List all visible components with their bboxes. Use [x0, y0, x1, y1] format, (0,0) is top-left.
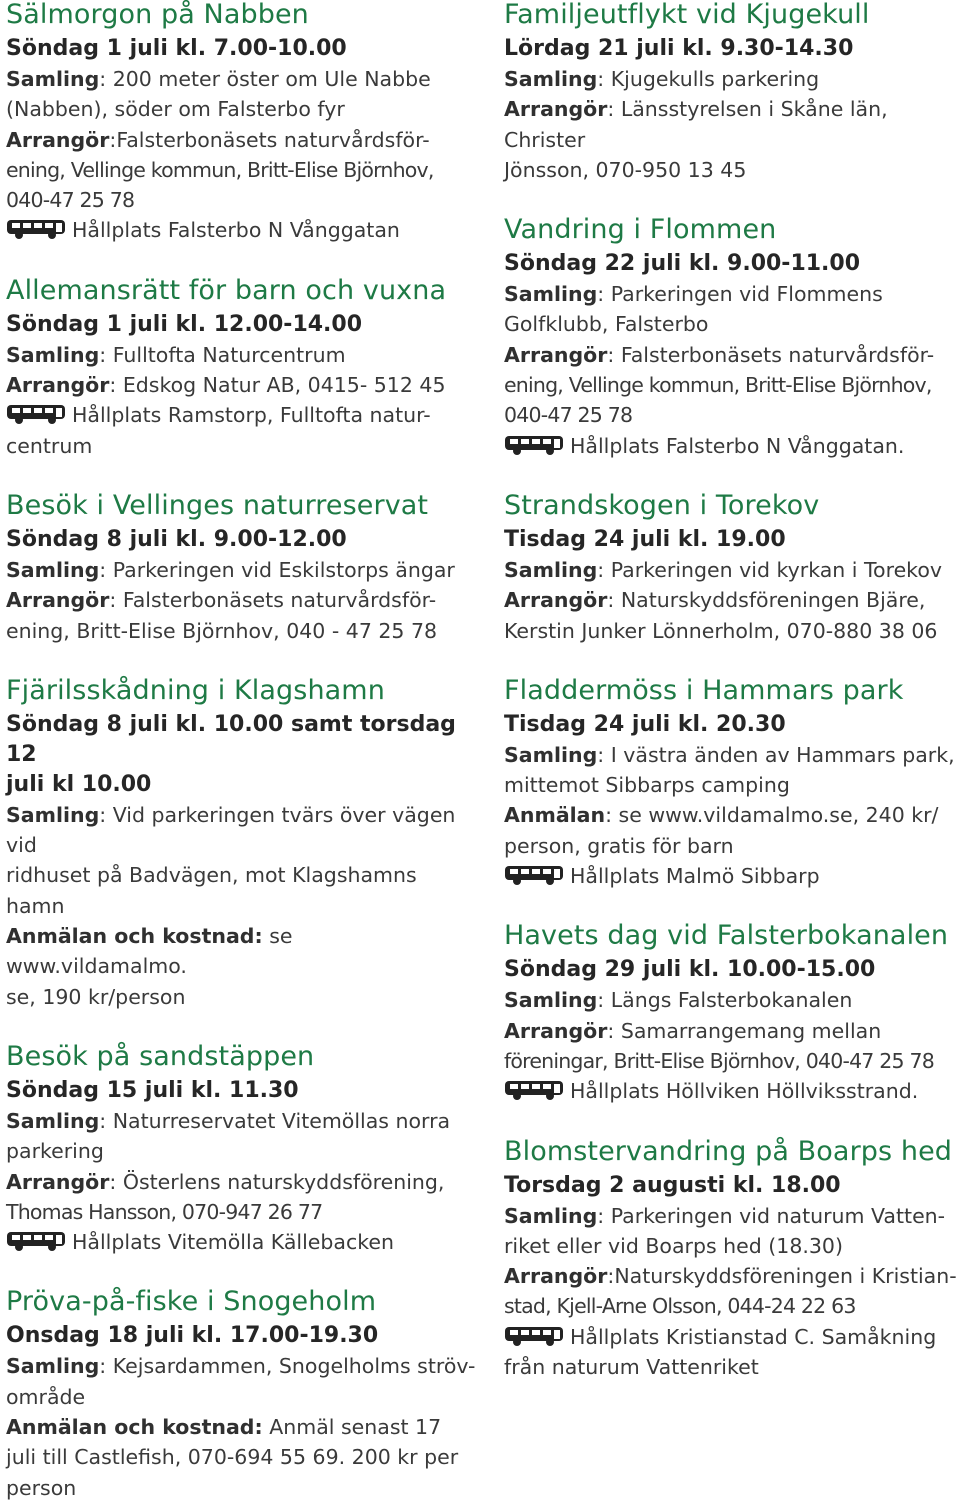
- bus-icon: [6, 1230, 66, 1252]
- detail-text: Parkeringen vid Flommens: [610, 282, 883, 307]
- event-detail-line: [6, 1136, 476, 1166]
- detail-text: juli till Castlefish, 070-694 55 69. 200 kr per: [6, 1445, 459, 1470]
- detail-label: Arrangör: [504, 97, 608, 122]
- event-title: Pröva-på-fiske i Snogeholm: [6, 1286, 377, 1318]
- event-title: Fjärilsskådning i Klagshamn: [6, 674, 385, 706]
- detail-separator: :: [109, 1169, 123, 1194]
- event-detail-line: [504, 740, 960, 770]
- bus-icon: [504, 864, 564, 886]
- detail-text: Fulltofta Naturcentrum: [112, 342, 346, 367]
- detail-text: Hållplats Höllviken Höllviksstrand.: [570, 1079, 919, 1104]
- section-gap: [6, 1012, 476, 1042]
- detail-text: 040-47 25 78: [504, 403, 633, 428]
- event-detail-line: [6, 1412, 476, 1442]
- detail-text: centrum: [6, 433, 93, 458]
- detail-text: Samarrangemang mellan: [620, 1018, 882, 1043]
- event-section: [6, 676, 476, 1012]
- section-gap: [504, 461, 960, 491]
- detail-text: Hållplats Kristianstad C. Samåkning: [570, 1324, 937, 1349]
- event-detail-line: [6, 982, 476, 1012]
- detail-separator: :: [99, 67, 113, 91]
- detail-label: Arrangör: [6, 127, 110, 152]
- detail-text: Jönsson, 070-950 13 45: [504, 157, 747, 182]
- event-detail-line: [504, 616, 960, 646]
- detail-text: Kejsardammen, Snogelholms ströv-: [112, 1354, 476, 1379]
- event-detail-line: [6, 860, 476, 921]
- event-section: [504, 676, 960, 891]
- detail-label: Samling: [6, 342, 100, 367]
- detail-text: parkering: [6, 1139, 104, 1164]
- detail-label: Arrangör: [6, 373, 110, 398]
- event-detail-line: [6, 1382, 476, 1412]
- bus-stop-line: [504, 861, 960, 891]
- event-date: Tisdag 24 juli kl. 19.00: [504, 526, 786, 552]
- detail-separator: :: [597, 742, 611, 767]
- detail-label: Anmälan och kostnad:: [6, 924, 263, 949]
- detail-label: Samling: [504, 1203, 598, 1228]
- event-detail-line: [6, 1351, 476, 1381]
- detail-separator: :: [605, 803, 619, 828]
- detail-label: Arrangör: [504, 588, 608, 613]
- detail-separator: :: [607, 97, 621, 122]
- detail-text: ening, Vellinge kommun, Britt-Elise Björnhov,: [6, 157, 434, 182]
- event-title: Allemansrätt för barn och vuxna: [6, 274, 447, 306]
- event-detail-line: [504, 1261, 960, 1291]
- event-detail-line: [504, 555, 960, 585]
- event-detail-line: [6, 1106, 476, 1136]
- event-detail-line: [6, 155, 476, 185]
- detail-label: Samling: [504, 988, 598, 1013]
- event-detail-line: [504, 64, 960, 94]
- event-detail-line: [504, 340, 960, 370]
- event-detail-line: [6, 585, 476, 615]
- detail-separator: :: [607, 588, 621, 613]
- detail-text: Golfklubb, Falsterbo: [504, 312, 709, 337]
- bus-stop-line: [504, 1076, 960, 1106]
- event-title: Blomstervandring på Boarps hed: [504, 1135, 953, 1167]
- detail-text: ening, Vellinge kommun, Britt-Elise Björnhov,: [504, 373, 932, 398]
- event-date: Söndag 1 juli kl. 7.00-10.00: [6, 36, 347, 61]
- detail-separator: :: [109, 588, 123, 613]
- detail-label: Samling: [504, 282, 598, 307]
- detail-text: ridhuset på Badvägen, mot Klagshamns hamn: [6, 863, 417, 918]
- event-detail-line: [504, 309, 960, 339]
- detail-label: Arrangör: [6, 588, 110, 613]
- detail-text: Parkeringen vid naturum Vatten-: [610, 1203, 946, 1228]
- bus-stop-line: [504, 1322, 960, 1352]
- event-detail-line: [6, 616, 476, 646]
- detail-text: från naturum Vattenriket: [504, 1355, 759, 1380]
- event-detail-line: [504, 585, 960, 615]
- event-detail-line: [504, 1046, 960, 1076]
- detail-text: 200 meter öster om Ule Nabbe: [112, 67, 431, 91]
- bus-icon: [504, 434, 564, 456]
- detail-label: Samling: [6, 1108, 100, 1133]
- detail-text: Hållplats Ramstorp, Fulltofta natur-: [72, 403, 431, 428]
- bus-icon: [504, 1325, 564, 1347]
- detail-text: I västra änden av Hammars park,: [610, 742, 955, 767]
- detail-separator: :: [597, 557, 611, 582]
- event-section: [6, 0, 476, 246]
- detail-separator: :: [597, 67, 611, 91]
- detail-separator: :: [597, 988, 611, 1013]
- right-column: [504, 0, 960, 1382]
- detail-label: Samling: [6, 1354, 100, 1379]
- detail-text: område: [6, 1384, 86, 1409]
- detail-label: Arrangör: [6, 1169, 110, 1194]
- detail-separator: :: [607, 1018, 621, 1043]
- detail-separator: :: [99, 1108, 113, 1133]
- bus-icon: [504, 1079, 564, 1101]
- bus-stop-line: [6, 215, 476, 245]
- event-detail-line: [504, 1231, 960, 1261]
- detail-text: Naturskyddsföreningen i Kristian-: [614, 1264, 957, 1289]
- detail-text: se www.vildamalmo.: [6, 924, 293, 979]
- detail-text: Anmäl senast 17: [269, 1415, 442, 1440]
- event-detail-line: [6, 555, 476, 585]
- detail-separator: :: [109, 373, 123, 398]
- bus-icon: [6, 218, 66, 240]
- event-detail-line: [504, 985, 960, 1015]
- event-title: Besök på sandstäppen: [6, 1040, 315, 1072]
- event-date: Söndag 1 juli kl. 12.00-14.00: [6, 311, 363, 337]
- detail-label: Samling: [6, 557, 100, 582]
- event-date-continued: juli kl 10.00: [6, 771, 152, 797]
- event-detail-line: [6, 1473, 476, 1503]
- event-detail-line: [6, 64, 476, 94]
- section-gap: [6, 1257, 476, 1287]
- bus-icon: [6, 403, 66, 425]
- detail-text: Hållplats Vitemölla Källebacken: [72, 1230, 395, 1255]
- detail-text: Kjugekulls parkering: [610, 67, 820, 91]
- detail-label: Arrangör: [504, 342, 608, 367]
- event-detail-line: [504, 831, 960, 861]
- event-title: Besök i Vellinges naturreservat: [6, 489, 429, 521]
- detail-text: 040-47 25 78: [6, 188, 135, 213]
- event-detail-line: [6, 185, 476, 215]
- left-column: [6, 0, 476, 1503]
- section-gap: [6, 646, 476, 676]
- event-date: Tisdag 24 juli kl. 20.30: [504, 711, 786, 737]
- detail-text: Falsterbonäsets naturvårdsför-: [620, 342, 935, 367]
- detail-label: Samling: [6, 802, 100, 827]
- detail-separator: :: [607, 1264, 615, 1289]
- detail-text: Naturreservatet Vitemöllas norra: [112, 1108, 451, 1133]
- detail-separator: :: [109, 127, 117, 152]
- detail-text: person: [6, 1475, 77, 1500]
- detail-text: Thomas Hansson, 070-947 26 77: [6, 1199, 323, 1224]
- detail-separator: :: [99, 1354, 113, 1379]
- event-title: Sälmorgon på Nabben: [6, 0, 309, 30]
- detail-text: ening, Britt-Elise Björnhov, 040 - 47 25 78: [6, 618, 438, 643]
- event-section: [504, 921, 960, 1106]
- detail-text: stad, Kjell-Arne Olsson, 044-24 22 63: [504, 1294, 856, 1319]
- bus-stop-line: [6, 1227, 476, 1257]
- event-title: Strandskogen i Torekov: [504, 489, 820, 521]
- event-section: [504, 0, 960, 185]
- detail-label: Anmälan: [504, 803, 606, 828]
- detail-separator: :: [99, 802, 113, 827]
- detail-separator: :: [597, 282, 611, 307]
- section-gap: [504, 891, 960, 921]
- detail-label: Samling: [504, 742, 598, 767]
- event-detail-line: [504, 800, 960, 830]
- section-gap: [504, 185, 960, 215]
- section-gap: [504, 646, 960, 676]
- detail-label: Samling: [504, 67, 598, 91]
- detail-separator: :: [607, 342, 621, 367]
- event-detail-line: [6, 1197, 476, 1227]
- bus-stop-line: [6, 400, 476, 430]
- event-detail-line: [504, 279, 960, 309]
- event-section: [6, 491, 476, 646]
- detail-separator: :: [99, 557, 113, 582]
- event-date: Söndag 15 juli kl. 11.30: [6, 1077, 299, 1103]
- event-date: Söndag 8 juli kl. 9.00-12.00: [6, 526, 347, 552]
- event-section: [6, 276, 476, 461]
- event-detail-line: [6, 125, 476, 155]
- detail-text: mittemot Sibbarps camping: [504, 773, 790, 798]
- detail-text: Parkeringen vid kyrkan i Torekov: [610, 557, 942, 582]
- event-title: Familjeutflykt vid Kjugekull: [504, 0, 870, 30]
- detail-text: Parkeringen vid Eskilstorps ängar: [112, 557, 455, 582]
- event-date: Onsdag 18 juli kl. 17.00-19.30: [6, 1323, 379, 1349]
- detail-text: föreningar, Britt-Elise Björnhov, 040-47 25 78: [504, 1048, 934, 1073]
- event-detail-line: [504, 1016, 960, 1046]
- section-gap: [6, 461, 476, 491]
- detail-label: Samling: [504, 557, 598, 582]
- event-detail-line: [504, 1352, 960, 1382]
- section-gap: [504, 1107, 960, 1137]
- detail-text: Länsstyrelsen i Skåne län, Christer: [504, 97, 888, 152]
- detail-text: Falsterbonäsets naturvårdsför-: [116, 127, 430, 152]
- event-section: [6, 1287, 476, 1502]
- event-detail-line: [504, 400, 960, 430]
- event-date: Söndag 29 juli kl. 10.00-15.00: [504, 957, 876, 983]
- detail-text: Hållplats Falsterbo N Vånggatan: [72, 218, 400, 243]
- event-detail-line: [6, 370, 476, 400]
- detail-label: Arrangör: [504, 1018, 608, 1043]
- event-detail-line: [6, 800, 476, 861]
- event-title: Fladdermöss i Hammars park: [504, 674, 904, 706]
- event-detail-line: [504, 1201, 960, 1231]
- event-detail-line: [6, 1442, 476, 1472]
- event-detail-line: [6, 1167, 476, 1197]
- detail-text: person, gratis för barn: [504, 833, 734, 858]
- detail-text: se, 190 kr/person: [6, 984, 186, 1009]
- event-detail-line: [504, 370, 960, 400]
- event-section: [504, 1137, 960, 1383]
- detail-text: Kerstin Junker Lönnerholm, 070-880 38 06: [504, 618, 938, 643]
- event-title: Vandring i Flommen: [504, 214, 777, 246]
- detail-label: Samling: [6, 67, 100, 91]
- event-section: [504, 215, 960, 461]
- event-detail-line: [6, 921, 476, 982]
- event-detail-line: [504, 770, 960, 800]
- bus-stop-line: [504, 431, 960, 461]
- detail-text: Vid parkeringen tvärs över vägen vid: [6, 802, 456, 858]
- detail-text: (Nabben), söder om Falsterbo fyr: [6, 97, 345, 122]
- event-date: Söndag 22 juli kl. 9.00-11.00: [504, 251, 861, 277]
- event-date: Lördag 21 juli kl. 9.30-14.30: [504, 36, 854, 61]
- detail-text: Hållplats Malmö Sibbarp: [570, 864, 820, 889]
- detail-separator: :: [99, 342, 113, 367]
- detail-text: Österlens naturskyddsförening,: [122, 1169, 445, 1194]
- detail-label: Anmälan och kostnad:: [6, 1415, 263, 1440]
- event-date: Torsdag 2 augusti kl. 18.00: [504, 1172, 841, 1198]
- section-gap: [6, 246, 476, 276]
- detail-separator: :: [597, 1203, 611, 1228]
- detail-text: Naturskyddsföreningen Bjäre,: [620, 588, 926, 613]
- detail-label: Arrangör: [504, 1264, 608, 1289]
- detail-text: riket eller vid Boarps hed (18.30): [504, 1233, 843, 1258]
- event-date: Söndag 8 juli kl. 10.00 samt torsdag 12: [6, 711, 456, 767]
- detail-text: Hållplats Falsterbo N Vånggatan.: [570, 433, 905, 458]
- event-detail-line: [6, 431, 476, 461]
- event-section: [6, 1042, 476, 1257]
- event-detail-line: [504, 94, 960, 155]
- event-title: Havets dag vid Falsterbokanalen: [504, 920, 949, 952]
- event-detail-line: [504, 155, 960, 185]
- event-detail-line: [504, 1291, 960, 1321]
- detail-text: Falsterbonäsets naturvårdsför-: [122, 588, 437, 613]
- event-section: [504, 491, 960, 646]
- detail-text: Längs Falsterbokanalen: [610, 988, 853, 1013]
- event-detail-line: [6, 94, 476, 124]
- detail-text: se www.vildamalmo.se, 240 kr/: [618, 803, 939, 828]
- event-detail-line: [6, 340, 476, 370]
- detail-text: Edskog Natur AB, 0415- 512 45: [122, 373, 446, 398]
